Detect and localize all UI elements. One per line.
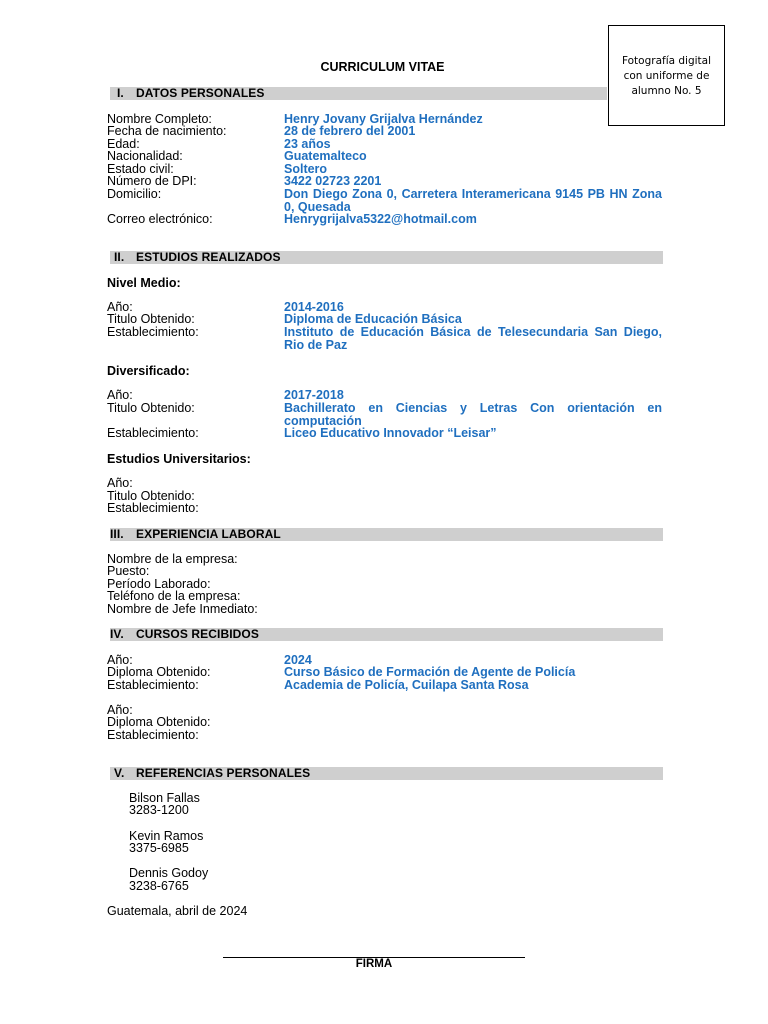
photo-placeholder [608,25,725,126]
value-medio-title: Diploma de Educación Básica [284,312,462,326]
label-medio-year: Año: [107,300,133,314]
document-title: CURRICULUM VITAE [320,60,445,74]
label-course1-school: Establecimiento: [107,678,199,692]
place-and-date: Guatemala, abril de 2024 [107,904,248,918]
label-course2-school: Establecimiento: [107,728,199,742]
section-number-references: V. [114,766,125,780]
label-company-phone: Teléfono de la empresa: [107,589,241,603]
photo-caption-line-3: alumno No. 5 [631,85,702,97]
value-age: 23 años [284,137,331,151]
section-title-courses: CURSOS RECIBIDOS [136,627,259,641]
subheading-diversificado: Diversificado: [107,364,190,378]
label-period: Período Laborado: [107,577,211,591]
section-number-experience: III. [110,527,124,541]
label-civil-status: Estado civil: [107,162,174,176]
value-div-year: 2017-2018 [284,388,344,402]
reference-name: Dennis Godoy [129,866,209,880]
section-title-references: REFERENCIAS PERSONALES [136,766,311,780]
reference-phone: 3375-6985 [129,841,189,855]
section-number-studies: II. [114,250,125,264]
value-dpi: 3422 02723 2201 [284,174,382,188]
label-uni-school: Establecimiento: [107,501,199,515]
value-birth-date: 28 de febrero del 2001 [284,124,416,138]
value-course1-school: Academia de Policía, Cuilapa Santa Rosa [284,678,529,692]
label-email: Correo electrónico: [107,212,213,226]
value-email: Henrygrijalva5322@hotmail.com [284,212,477,226]
reference-phone: 3283-1200 [129,803,189,817]
value-medio-school: Instituto de Educación Básica de Telesecundaria San Diego, Rio de Paz [284,325,662,352]
label-div-title: Titulo Obtenido: [107,401,195,415]
label-course2-diploma: Diploma Obtenido: [107,715,211,729]
reference-name: Bilson Fallas [129,791,200,805]
value-nationality: Guatemalteco [284,149,367,163]
reference-phone: 3238-6765 [129,879,189,893]
value-medio-year: 2014-2016 [284,300,344,314]
photo-caption-line-2: con uniforme de [623,70,710,82]
value-address: Don Diego Zona 0, Carretera Interamericana 9145 PB HN Zona 0, Quesada [284,187,662,214]
label-medio-title: Titulo Obtenido: [107,312,195,326]
section-number-personal: I. [117,86,124,100]
label-div-year: Año: [107,388,133,402]
subheading-nivel-medio: Nivel Medio: [107,276,181,290]
signature-label: FIRMA [355,958,393,970]
label-nationality: Nacionalidad: [107,149,183,163]
label-course1-year: Año: [107,653,133,667]
value-div-school: Liceo Educativo Innovador “Leisar” [284,426,497,440]
label-uni-title: Titulo Obtenido: [107,489,195,503]
label-position: Puesto: [107,564,150,578]
label-company: Nombre de la empresa: [107,552,238,566]
label-medio-school: Establecimiento: [107,325,199,339]
section-number-courses: IV. [110,627,124,641]
label-uni-year: Año: [107,476,133,490]
value-full-name: Henry Jovany Grijalva Hernández [284,112,483,126]
label-age: Edad: [107,137,140,151]
section-title-personal: DATOS PERSONALES [136,86,265,100]
value-course1-diploma: Curso Básico de Formación de Agente de Policía [284,665,576,679]
label-boss-name: Nombre de Jefe Inmediato: [107,602,258,616]
value-civil-status: Soltero [284,162,328,176]
section-title-experience: EXPERIENCIA LABORAL [136,527,281,541]
reference-name: Kevin Ramos [129,829,204,843]
label-course2-year: Año: [107,703,133,717]
value-course1-year: 2024 [284,653,312,667]
subheading-universitarios: Estudios Universitarios: [107,452,251,466]
label-address: Domicilio: [107,187,162,201]
value-div-title: Bachillerato en Ciencias y Letras Con orientación en computación [284,401,662,428]
label-div-school: Establecimiento: [107,426,199,440]
section-title-studies: ESTUDIOS REALIZADOS [136,250,281,264]
label-birth-date: Fecha de nacimiento: [107,124,227,138]
label-course1-diploma: Diploma Obtenido: [107,665,211,679]
label-full-name: Nombre Completo: [107,112,212,126]
label-dpi: Número de DPI: [107,174,197,188]
photo-caption-line-1: Fotografía digital [621,55,712,67]
